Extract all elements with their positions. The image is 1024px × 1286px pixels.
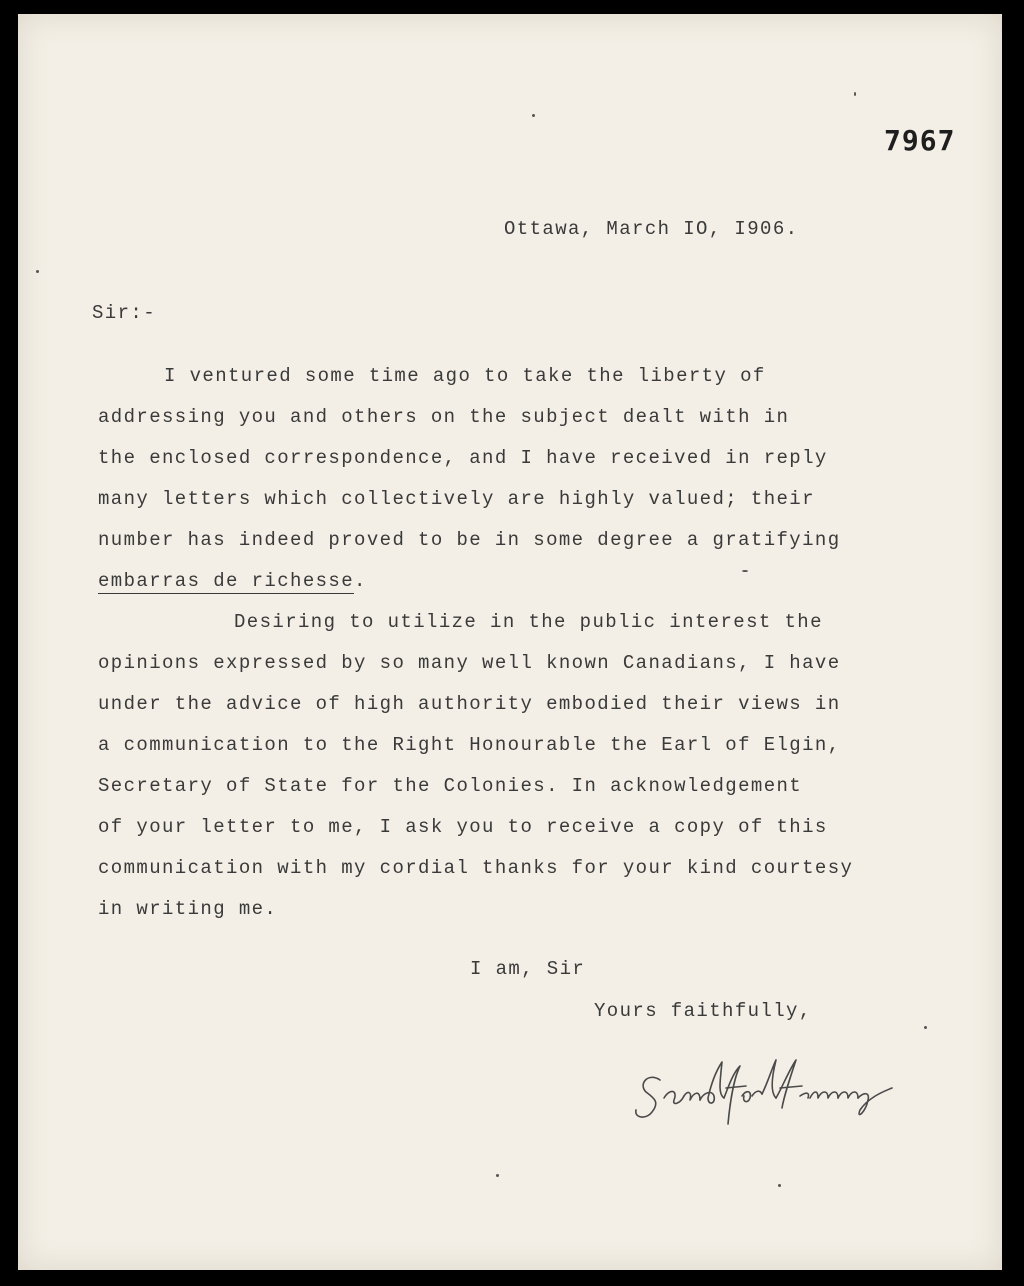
paragraph-line: I ventured some time ago to take the liberty of: [164, 365, 766, 387]
paragraph-line: the enclosed correspondence, and I have received in reply: [98, 447, 828, 469]
dateline: Ottawa, March IO, I906.: [504, 218, 799, 240]
letter-page: [18, 14, 1002, 1270]
paragraph-last-line: [98, 570, 367, 592]
paragraph-line: Secretary of State for the Colonies. In acknowledgement: [98, 775, 803, 797]
salutation: Sir:-: [92, 302, 157, 324]
paragraph-line: of your letter to me, I ask you to receive a copy of this: [98, 816, 828, 838]
paper-speck: [532, 114, 535, 117]
sentence-end: .: [354, 570, 367, 592]
paragraph-line: many letters which collectively are highly valued; their: [98, 488, 815, 510]
paper-speck: [36, 270, 39, 273]
underlined-phrase: embarras de richesse: [98, 570, 355, 592]
paragraph-line: in writing me.: [98, 898, 278, 920]
paragraph-line: under the advice of high authority embodied their views in: [98, 693, 841, 715]
document-number: 7967: [884, 124, 956, 157]
paper-speck: [924, 1026, 927, 1029]
paper-speck: [854, 92, 856, 96]
paper-speck: [778, 1184, 781, 1187]
closing-valediction: Yours faithfully,: [594, 1000, 812, 1022]
paper-speck: [496, 1174, 499, 1177]
paragraph-line: addressing you and others on the subject dealt with in: [98, 406, 790, 428]
paper-speck: [742, 570, 748, 572]
paragraph-line: a communication to the Right Honourable the Earl of Elgin,: [98, 734, 841, 756]
handwritten-signature: [630, 1032, 910, 1132]
paragraph-line: Desiring to utilize in the public interest the: [234, 611, 823, 633]
paragraph-line: communication with my cordial thanks for your kind courtesy: [98, 857, 854, 879]
paragraph-line: number has indeed proved to be in some degree a gratifying: [98, 529, 841, 551]
closing-line: I am, Sir: [470, 958, 586, 980]
paragraph-line: opinions expressed by so many well known Canadians, I have: [98, 652, 841, 674]
